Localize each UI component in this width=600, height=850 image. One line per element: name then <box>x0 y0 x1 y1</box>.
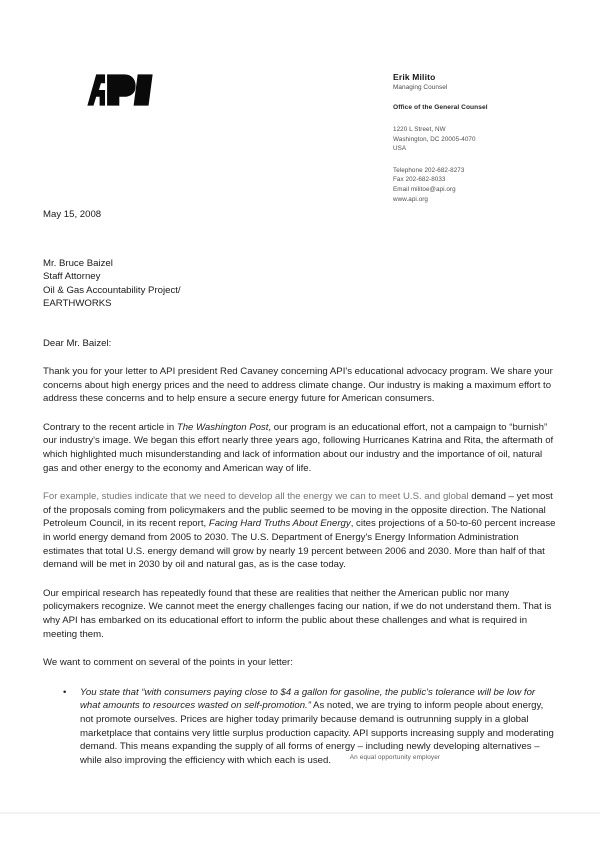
paragraph-3: For example, studies indicate that we need to develop all the energy we can to meet U.S. and global demand – yet most of the proposals coming from policymakers and the public seemed to be moving in the opposite direction. The National Petroleum Council, in its recent report, Facing Hard Truths About Energy, cites projections of a 50-to-60 percent increase in world energy demand from 2005 to 2030. The U.S. Department of Energy's Energy Information Administration estimates that total U.S. energy demand will grow by nearly 19 percent between 2006 and 2030. More than half of that demand will be met in 2030 by oil and natural gas, as is the case today. <box>43 491 556 571</box>
contact-name: Erik Milito <box>393 72 436 82</box>
contact-telephone: Telephone 202-682-8273 <box>393 166 465 174</box>
viewer-background <box>0 814 600 850</box>
bullet-marker: • <box>63 686 67 698</box>
contact-email: Email militoe@api.org <box>393 185 456 193</box>
bullet-item-text: You state that “with consumers paying close to $4 a gallon for gasoline, the public's tolerance will be low for what amounts to resources wasted on self-promotion.” As noted, we are trying to inform people about energy, not promote ourselves. Prices are higher today primarily because demand is outrunning supply in a global marketplace that contains very little surplus production capacity. API supports increasing supply and moderating demand. This means expanding the supply of all forms of energy – including newly developing alternatives – while also improving the efficiency with which each is used. <box>80 686 554 766</box>
contact-address <box>393 125 563 154</box>
letterhead-contact-block <box>393 72 563 204</box>
recipient-title: Staff Attorney <box>43 271 101 283</box>
paragraph-5: We want to comment on several of the points in your letter: <box>43 657 293 669</box>
address-line-2: Washington, DC 20005-4070 <box>393 135 476 143</box>
address-line-3: USA <box>393 145 407 153</box>
paragraph-2: Contrary to the recent article in The Washington Post, our program is an educational effort, not a campaign to “burnish” our industry's image. We began this effort nearly three years ago, following Hurricanes Katrina and Rita, the aftermath of which highlighted much misunderstanding and lack of information about our industry and the importance of oil, natural gas and other energy to the economy and American way of life. <box>43 421 554 474</box>
letterhead <box>0 0 600 203</box>
letter-date: May 15, 2008 <box>43 209 102 220</box>
recipient-organization: Oil & Gas Accountability Project/ <box>43 284 181 296</box>
contact-fax: Fax 202-682-8033 <box>393 176 446 184</box>
paragraph-1: Thank you for your letter to API president Red Cavaney concerning API's educational advocacy program. We share your concerns about high energy prices and the need to address climate change. Our industry is making a maximum effort to address these concerns and to help ensure a secure energy future for American consumers. <box>43 366 553 405</box>
recipient-name: Mr. Bruce Baizel <box>43 258 113 269</box>
recipient-address-block <box>43 257 558 311</box>
paragraph-4: Our empirical research has repeatedly found that these are realities that neither the American public nor many policymakers recognize. We cannot meet the energy challenges facing our nation, if we do not understand them. That is why API has embarked on its educational effort to inform the public about these challenges and what is required in meeting them. <box>43 587 552 640</box>
contact-communications <box>393 166 563 204</box>
api-logo <box>86 73 154 107</box>
contact-website[interactable]: www.api.org <box>393 195 428 203</box>
letter-body <box>43 208 558 767</box>
footer-equal-opportunity-note: An equal opportunity employer <box>349 754 441 761</box>
recipient-organization-2: EARTHWORKS <box>43 298 112 310</box>
address-line-1: 1220 L Street, NW <box>393 126 446 133</box>
contact-job-title: Managing Counsel <box>393 84 448 91</box>
contact-office: Office of the General Counsel <box>393 104 488 111</box>
salutation: Dear Mr. Baizel: <box>43 337 112 349</box>
